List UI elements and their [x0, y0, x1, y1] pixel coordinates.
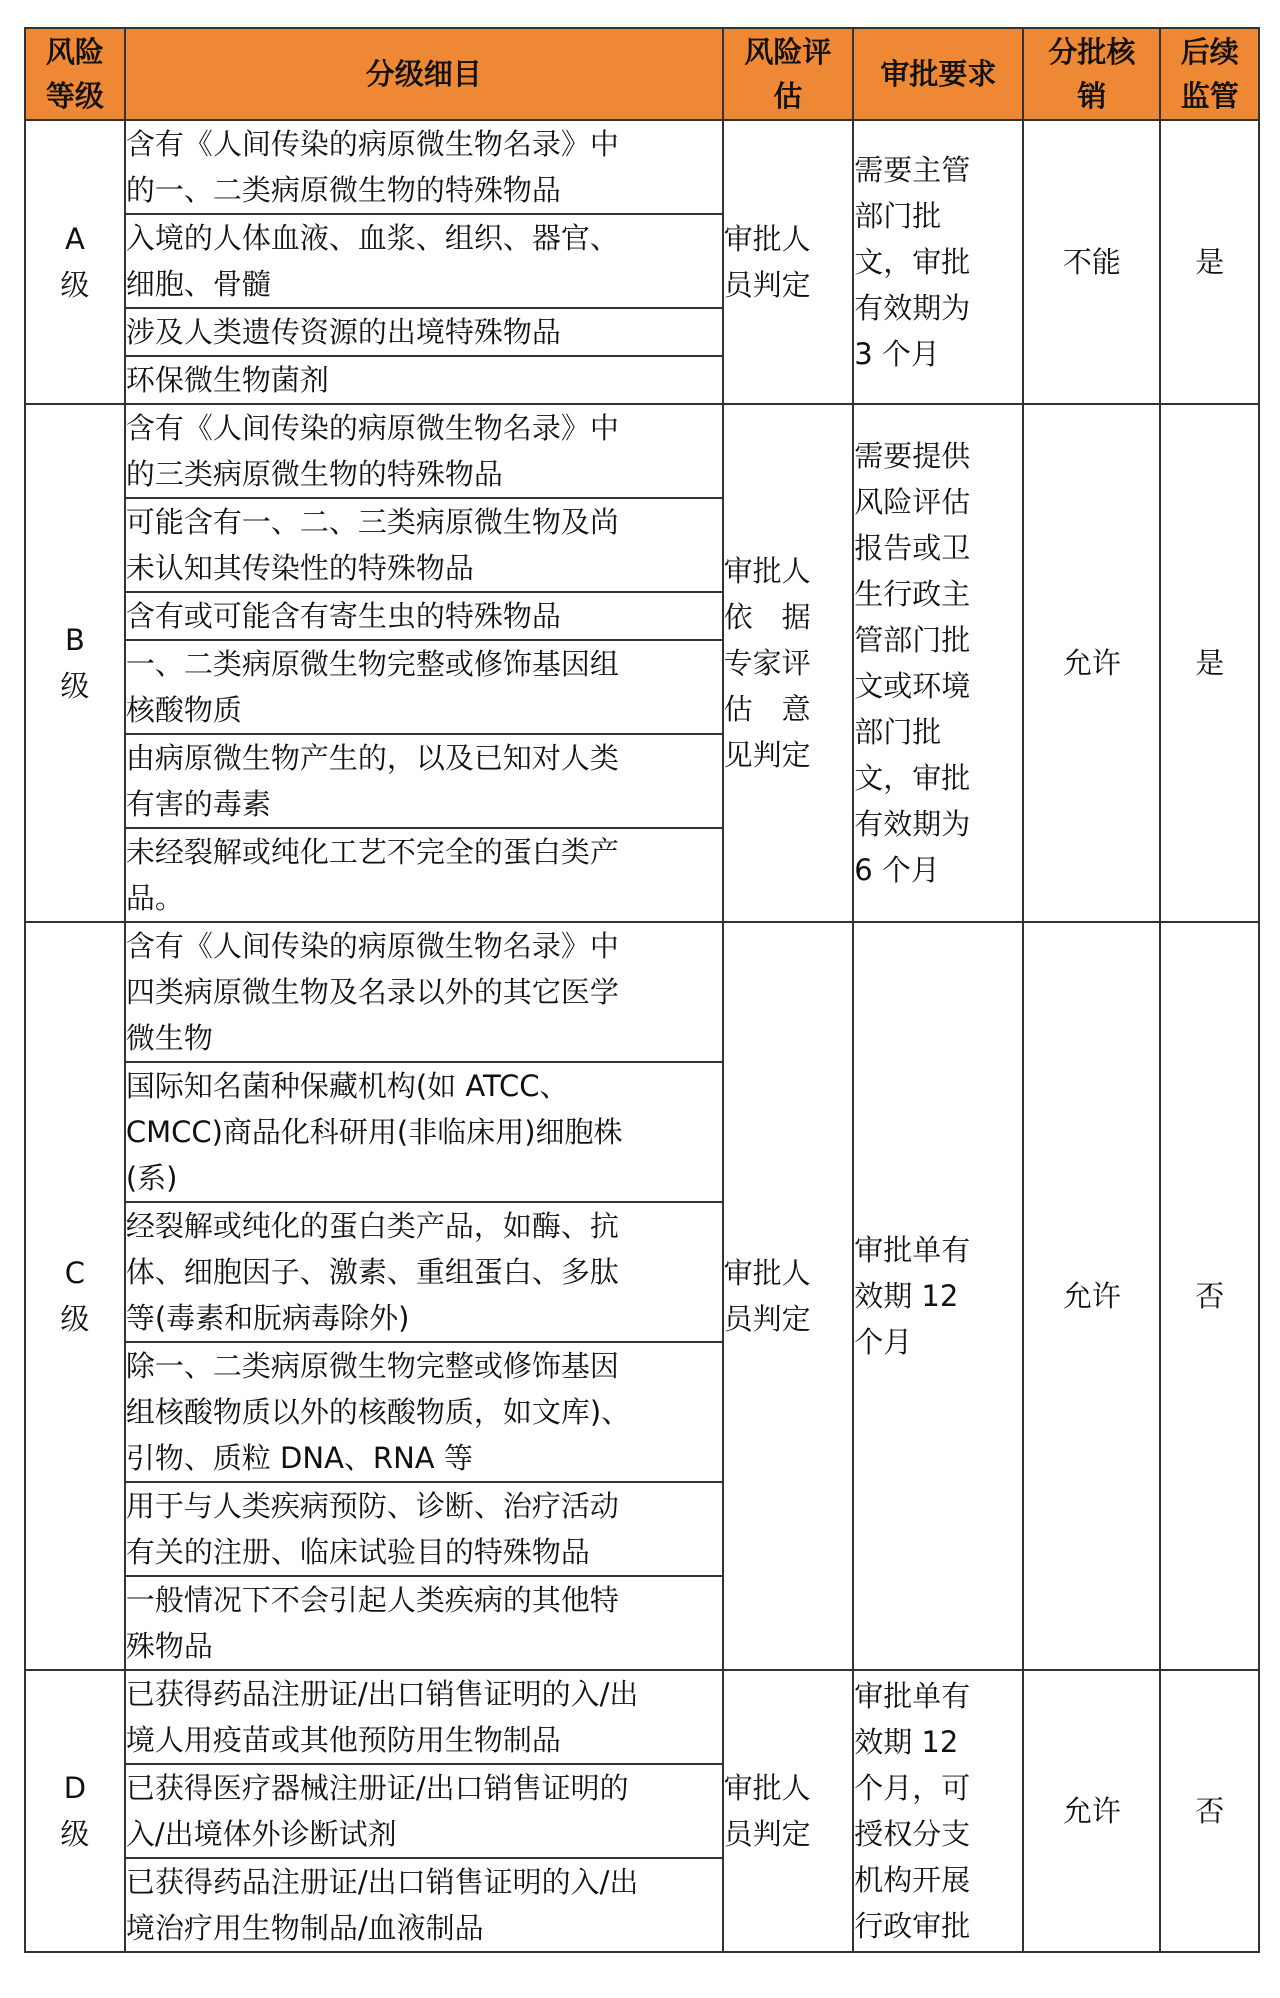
detail-item: 含有《人间传染的病原微生物名录》中 的三类病原微生物的特殊物品 [125, 404, 723, 498]
table-row [25, 120, 1259, 214]
risk-eval-cell: 审批人 依 据 专家评 估 意 见判定 [723, 404, 854, 922]
table-row [25, 922, 1259, 1062]
detail-item: 一般情况下不会引起人类疾病的其他特 殊物品 [125, 1576, 723, 1670]
detail-item: 未经裂解或纯化工艺不完全的蛋白类产 品。 [125, 828, 723, 922]
follow-up-cell: 是 [1160, 120, 1259, 404]
detail-item: 除一、二类病原微生物完整或修饰基因 组核酸物质以外的核酸物质，如文库)、 引物、质粒 DNA、RNA 等 [125, 1342, 723, 1482]
detail-item: 用于与人类疾病预防、诊断、治疗活动 有关的注册、临床试验目的特殊物品 [125, 1482, 723, 1576]
detail-item: 含有或可能含有寄生虫的特殊物品 [125, 592, 723, 640]
table-row [25, 1670, 1259, 1764]
grade-a-cell: A 级 [25, 120, 125, 404]
follow-up-cell: 否 [1160, 1670, 1259, 1952]
detail-item: 环保微生物菌剂 [125, 356, 723, 404]
detail-item: 经裂解或纯化的蛋白类产品，如酶、抗 体、细胞因子、激素、重组蛋白、多肽 等(毒素和朊病毒除外) [125, 1202, 723, 1342]
header-approval-req: 审批要求 [853, 28, 1023, 120]
batch-writeoff-cell: 允许 [1023, 1670, 1160, 1952]
table-header-row [25, 28, 1259, 120]
detail-item: 已获得药品注册证/出口销售证明的入/出 境治疗用生物制品/血液制品 [125, 1858, 723, 1952]
grade-c-cell: C 级 [25, 922, 125, 1670]
batch-writeoff-cell: 不能 [1023, 120, 1160, 404]
approval-req-cell: 审批单有 效期 12 个月，可 授权分支 机构开展 行政审批 [853, 1670, 1023, 1952]
detail-item: 含有《人间传染的病原微生物名录》中 四类病原微生物及名录以外的其它医学 微生物 [125, 922, 723, 1062]
table-row [25, 404, 1259, 498]
approval-req-cell: 审批单有 效期 12 个月 [853, 922, 1023, 1670]
risk-eval-cell: 审批人 员判定 [723, 922, 854, 1670]
detail-item: 已获得药品注册证/出口销售证明的入/出 境人用疫苗或其他预防用生物制品 [125, 1670, 723, 1764]
approval-req-cell: 需要主管 部门批 文，审批 有效期为 3 个月 [853, 120, 1023, 404]
risk-eval-cell: 审批人 员判定 [723, 120, 854, 404]
risk-grading-table [24, 27, 1260, 1953]
detail-item: 一、二类病原微生物完整或修饰基因组 核酸物质 [125, 640, 723, 734]
detail-item: 由病原微生物产生的，以及已知对人类 有害的毒素 [125, 734, 723, 828]
grade-d-cell: D 级 [25, 1670, 125, 1952]
follow-up-cell: 否 [1160, 922, 1259, 1670]
detail-item: 入境的人体血液、血浆、组织、器官、 细胞、骨髓 [125, 214, 723, 308]
header-batch-writeoff: 分批核 销 [1023, 28, 1160, 120]
batch-writeoff-cell: 允许 [1023, 404, 1160, 922]
detail-item: 含有《人间传染的病原微生物名录》中 的一、二类病原微生物的特殊物品 [125, 120, 723, 214]
header-risk-eval: 风险评 估 [723, 28, 854, 120]
approval-req-cell: 需要提供 风险评估 报告或卫 生行政主 管部门批 文或环境 部门批 文，审批 有效期为 6 个月 [853, 404, 1023, 922]
grade-b-cell: B 级 [25, 404, 125, 922]
detail-item: 涉及人类遗传资源的出境特殊物品 [125, 308, 723, 356]
detail-item: 国际知名菌种保藏机构(如 ATCC、 CMCC)商品化科研用(非临床用)细胞株 (系) [125, 1062, 723, 1202]
detail-item: 已获得医疗器械注册证/出口销售证明的 入/出境体外诊断试剂 [125, 1764, 723, 1858]
risk-eval-cell: 审批人 员判定 [723, 1670, 854, 1952]
batch-writeoff-cell: 允许 [1023, 922, 1160, 1670]
header-detail: 分级细目 [125, 28, 723, 120]
header-risk-level: 风险 等级 [25, 28, 125, 120]
follow-up-cell: 是 [1160, 404, 1259, 922]
detail-item: 可能含有一、二、三类病原微生物及尚 未认知其传染性的特殊物品 [125, 498, 723, 592]
header-follow-up: 后续 监管 [1160, 28, 1259, 120]
